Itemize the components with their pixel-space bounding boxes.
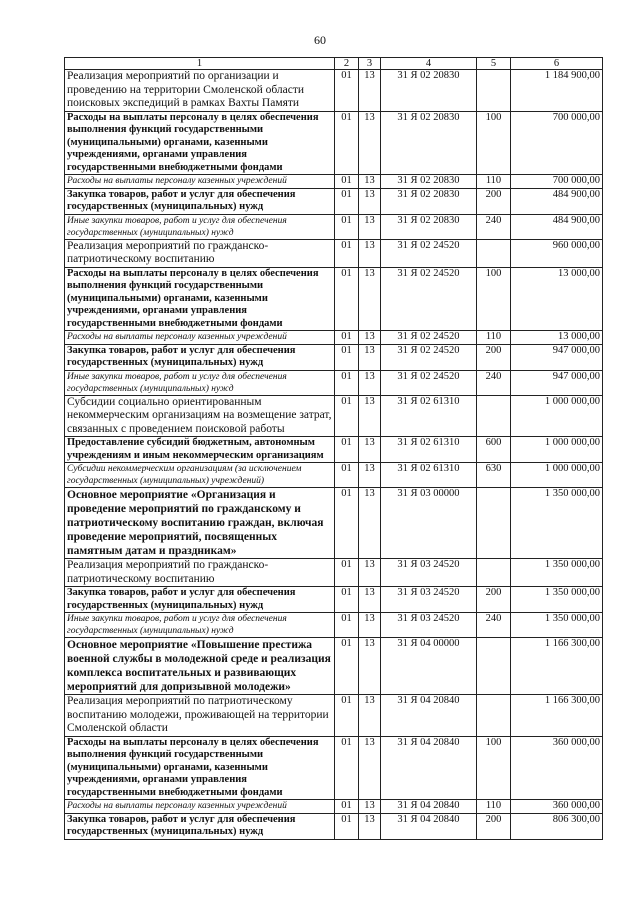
budget-table [64, 57, 603, 840]
subsection-cell: 13 [359, 111, 381, 175]
target-article-cell: 31 Я 04 20840 [381, 813, 477, 839]
expense-type-cell [477, 70, 511, 112]
subsection-cell: 13 [359, 587, 381, 613]
expense-type-cell: 200 [477, 188, 511, 214]
amount-cell: 1 000 000,00 [511, 395, 603, 437]
target-article-cell: 31 Я 03 24520 [381, 587, 477, 613]
amount-cell: 1 000 000,00 [511, 463, 603, 488]
expense-type-cell: 100 [477, 111, 511, 175]
row-name-cell: Иные закупки товаров, работ и услуг для обеспечения государственных (муниципальных) нужд [65, 370, 335, 395]
row-name-cell: Расходы на выплаты персоналу в целях обеспечения выполнения функций государственными (муниципальными) органами, казенными учреждениями, органами управления государственными внебюджетными фондами [65, 111, 335, 175]
row-name-cell: Расходы на выплаты персоналу казенных учреждений [65, 331, 335, 345]
header-cell: 1 [65, 58, 335, 70]
table-row [65, 638, 603, 695]
row-name-cell: Закупка товаров, работ и услуг для обеспечения государственных (муниципальных) нужд [65, 813, 335, 839]
subsection-cell: 13 [359, 344, 381, 370]
amount-cell: 947 000,00 [511, 344, 603, 370]
subsection-cell: 13 [359, 813, 381, 839]
target-article-cell: 31 Я 02 20830 [381, 188, 477, 214]
section-cell: 01 [335, 488, 359, 559]
row-name-cell: Основное мероприятие «Организация и проведение мероприятий по гражданскому и патриотическому воспитанию граждан, включая проведение мероприятий, посвященных памятным датам и праздникам» [65, 488, 335, 559]
expense-type-cell: 110 [477, 331, 511, 345]
amount-cell: 1 350 000,00 [511, 559, 603, 587]
row-name-cell: Реализация мероприятий по гражданско-патриотическому воспитанию [65, 239, 335, 267]
amount-cell: 700 000,00 [511, 175, 603, 189]
table-header-row [65, 58, 603, 70]
section-cell: 01 [335, 800, 359, 814]
expense-type-cell [477, 239, 511, 267]
expense-type-cell [477, 559, 511, 587]
row-name-cell: Расходы на выплаты персоналу казенных учреждений [65, 800, 335, 814]
table-row [65, 344, 603, 370]
row-name-cell: Реализация мероприятий по организации и проведению на территории Смоленской области поисковых экспедиций в рамках Вахты Памяти [65, 70, 335, 112]
row-name-cell: Закупка товаров, работ и услуг для обеспечения государственных (муниципальных) нужд [65, 344, 335, 370]
target-article-cell: 31 Я 03 24520 [381, 613, 477, 638]
target-article-cell: 31 Я 02 61310 [381, 463, 477, 488]
section-cell: 01 [335, 331, 359, 345]
amount-cell: 947 000,00 [511, 370, 603, 395]
section-cell: 01 [335, 559, 359, 587]
expense-type-cell: 200 [477, 813, 511, 839]
section-cell: 01 [335, 188, 359, 214]
table-row [65, 463, 603, 488]
expense-type-cell: 200 [477, 587, 511, 613]
expense-type-cell: 100 [477, 267, 511, 331]
section-cell: 01 [335, 613, 359, 638]
table-row [65, 70, 603, 112]
section-cell: 01 [335, 239, 359, 267]
table-row [65, 488, 603, 559]
target-article-cell: 31 Я 02 24520 [381, 267, 477, 331]
amount-cell: 960 000,00 [511, 239, 603, 267]
amount-cell: 1 350 000,00 [511, 587, 603, 613]
row-name-cell: Расходы на выплаты персоналу в целях обеспечения выполнения функций государственными (муниципальными) органами, казенными учреждениями, органами управления государственными внебюджетными фондами [65, 267, 335, 331]
amount-cell: 13 000,00 [511, 331, 603, 345]
row-name-cell: Иные закупки товаров, работ и услуг для обеспечения государственных (муниципальных) нужд [65, 214, 335, 239]
amount-cell: 1 000 000,00 [511, 437, 603, 463]
section-cell: 01 [335, 695, 359, 737]
table-row [65, 239, 603, 267]
target-article-cell: 31 Я 04 00000 [381, 638, 477, 695]
target-article-cell: 31 Я 02 61310 [381, 437, 477, 463]
row-name-cell: Закупка товаров, работ и услуг для обеспечения государственных (муниципальных) нужд [65, 188, 335, 214]
subsection-cell: 13 [359, 175, 381, 189]
table-row [65, 188, 603, 214]
row-name-cell: Расходы на выплаты персоналу в целях обеспечения выполнения функций государственными (муниципальными) органами, казенными учреждениями, органами управления государственными внебюджетными фондами [65, 736, 335, 800]
subsection-cell: 13 [359, 638, 381, 695]
expense-type-cell: 240 [477, 370, 511, 395]
subsection-cell: 13 [359, 331, 381, 345]
header-cell: 2 [335, 58, 359, 70]
target-article-cell: 31 Я 02 20830 [381, 214, 477, 239]
expense-type-cell: 240 [477, 613, 511, 638]
section-cell: 01 [335, 813, 359, 839]
row-name-cell: Субсидии социально ориентированным некоммерческим организациям на возмещение затрат, связанных с проведением поисковой работы [65, 395, 335, 437]
expense-type-cell [477, 638, 511, 695]
target-article-cell: 31 Я 02 20830 [381, 70, 477, 112]
subsection-cell: 13 [359, 395, 381, 437]
section-cell: 01 [335, 395, 359, 437]
subsection-cell: 13 [359, 70, 381, 112]
row-name-cell: Субсидии некоммерческим организациям (за исключением государственных (муниципальных) учреждений) [65, 463, 335, 488]
amount-cell: 360 000,00 [511, 800, 603, 814]
row-name-cell: Иные закупки товаров, работ и услуг для обеспечения государственных (муниципальных) нужд [65, 613, 335, 638]
amount-cell: 13 000,00 [511, 267, 603, 331]
table-row [65, 111, 603, 175]
page-number: 60 [314, 33, 326, 47]
table-row [65, 613, 603, 638]
row-name-cell: Реализация мероприятий по гражданско-патриотическому воспитанию [65, 559, 335, 587]
table-row [65, 267, 603, 331]
target-article-cell: 31 Я 03 00000 [381, 488, 477, 559]
row-name-cell: Предоставление субсидий бюджетным, автономным учреждениям и иным некоммерческим организациям [65, 437, 335, 463]
table-row [65, 587, 603, 613]
row-name-cell: Закупка товаров, работ и услуг для обеспечения государственных (муниципальных) нужд [65, 587, 335, 613]
section-cell: 01 [335, 214, 359, 239]
amount-cell: 484 900,00 [511, 188, 603, 214]
expense-type-cell [477, 695, 511, 737]
header-cell: 4 [381, 58, 477, 70]
amount-cell: 1 184 900,00 [511, 70, 603, 112]
expense-type-cell: 110 [477, 175, 511, 189]
section-cell: 01 [335, 437, 359, 463]
expense-type-cell: 630 [477, 463, 511, 488]
row-name-cell: Основное мероприятие «Повышение престижа военной службы в молодежной среде и реализация комплекса воспитательных и развивающих мероприятий для допризывной молодежи» [65, 638, 335, 695]
target-article-cell: 31 Я 03 24520 [381, 559, 477, 587]
section-cell: 01 [335, 175, 359, 189]
header-cell: 5 [477, 58, 511, 70]
row-name-cell: Реализация мероприятий по патриотическому воспитанию молодежи, проживающей на территории Смоленской области [65, 695, 335, 737]
subsection-cell: 13 [359, 695, 381, 737]
subsection-cell: 13 [359, 239, 381, 267]
subsection-cell: 13 [359, 437, 381, 463]
table-row [65, 559, 603, 587]
expense-type-cell: 100 [477, 736, 511, 800]
target-article-cell: 31 Я 02 61310 [381, 395, 477, 437]
amount-cell: 806 300,00 [511, 813, 603, 839]
target-article-cell: 31 Я 04 20840 [381, 736, 477, 800]
table-row [65, 370, 603, 395]
table-row [65, 695, 603, 737]
table-row [65, 736, 603, 800]
amount-cell: 1 166 300,00 [511, 695, 603, 737]
subsection-cell: 13 [359, 370, 381, 395]
section-cell: 01 [335, 344, 359, 370]
table-row [65, 395, 603, 437]
subsection-cell: 13 [359, 559, 381, 587]
amount-cell: 1 350 000,00 [511, 613, 603, 638]
section-cell: 01 [335, 638, 359, 695]
target-article-cell: 31 Я 04 20840 [381, 800, 477, 814]
amount-cell: 700 000,00 [511, 111, 603, 175]
target-article-cell: 31 Я 02 24520 [381, 239, 477, 267]
target-article-cell: 31 Я 02 24520 [381, 344, 477, 370]
section-cell: 01 [335, 736, 359, 800]
subsection-cell: 13 [359, 736, 381, 800]
row-name-cell: Расходы на выплаты персоналу казенных учреждений [65, 175, 335, 189]
target-article-cell: 31 Я 02 24520 [381, 331, 477, 345]
section-cell: 01 [335, 70, 359, 112]
subsection-cell: 13 [359, 267, 381, 331]
subsection-cell: 13 [359, 488, 381, 559]
expense-type-cell: 200 [477, 344, 511, 370]
expense-type-cell [477, 488, 511, 559]
subsection-cell: 13 [359, 188, 381, 214]
target-article-cell: 31 Я 02 20830 [381, 175, 477, 189]
amount-cell: 1 350 000,00 [511, 488, 603, 559]
table-row [65, 437, 603, 463]
section-cell: 01 [335, 267, 359, 331]
amount-cell: 1 166 300,00 [511, 638, 603, 695]
header-cell: 3 [359, 58, 381, 70]
amount-cell: 360 000,00 [511, 736, 603, 800]
table-row [65, 175, 603, 189]
section-cell: 01 [335, 370, 359, 395]
subsection-cell: 13 [359, 214, 381, 239]
expense-type-cell [477, 395, 511, 437]
subsection-cell: 13 [359, 613, 381, 638]
target-article-cell: 31 Я 02 20830 [381, 111, 477, 175]
target-article-cell: 31 Я 04 20840 [381, 695, 477, 737]
table-row [65, 800, 603, 814]
expense-type-cell: 110 [477, 800, 511, 814]
target-article-cell: 31 Я 02 24520 [381, 370, 477, 395]
section-cell: 01 [335, 587, 359, 613]
section-cell: 01 [335, 111, 359, 175]
amount-cell: 484 900,00 [511, 214, 603, 239]
subsection-cell: 13 [359, 800, 381, 814]
section-cell: 01 [335, 463, 359, 488]
header-cell: 6 [511, 58, 603, 70]
table-row [65, 214, 603, 239]
expense-type-cell: 600 [477, 437, 511, 463]
subsection-cell: 13 [359, 463, 381, 488]
table-row [65, 813, 603, 839]
expense-type-cell: 240 [477, 214, 511, 239]
table-row [65, 331, 603, 345]
